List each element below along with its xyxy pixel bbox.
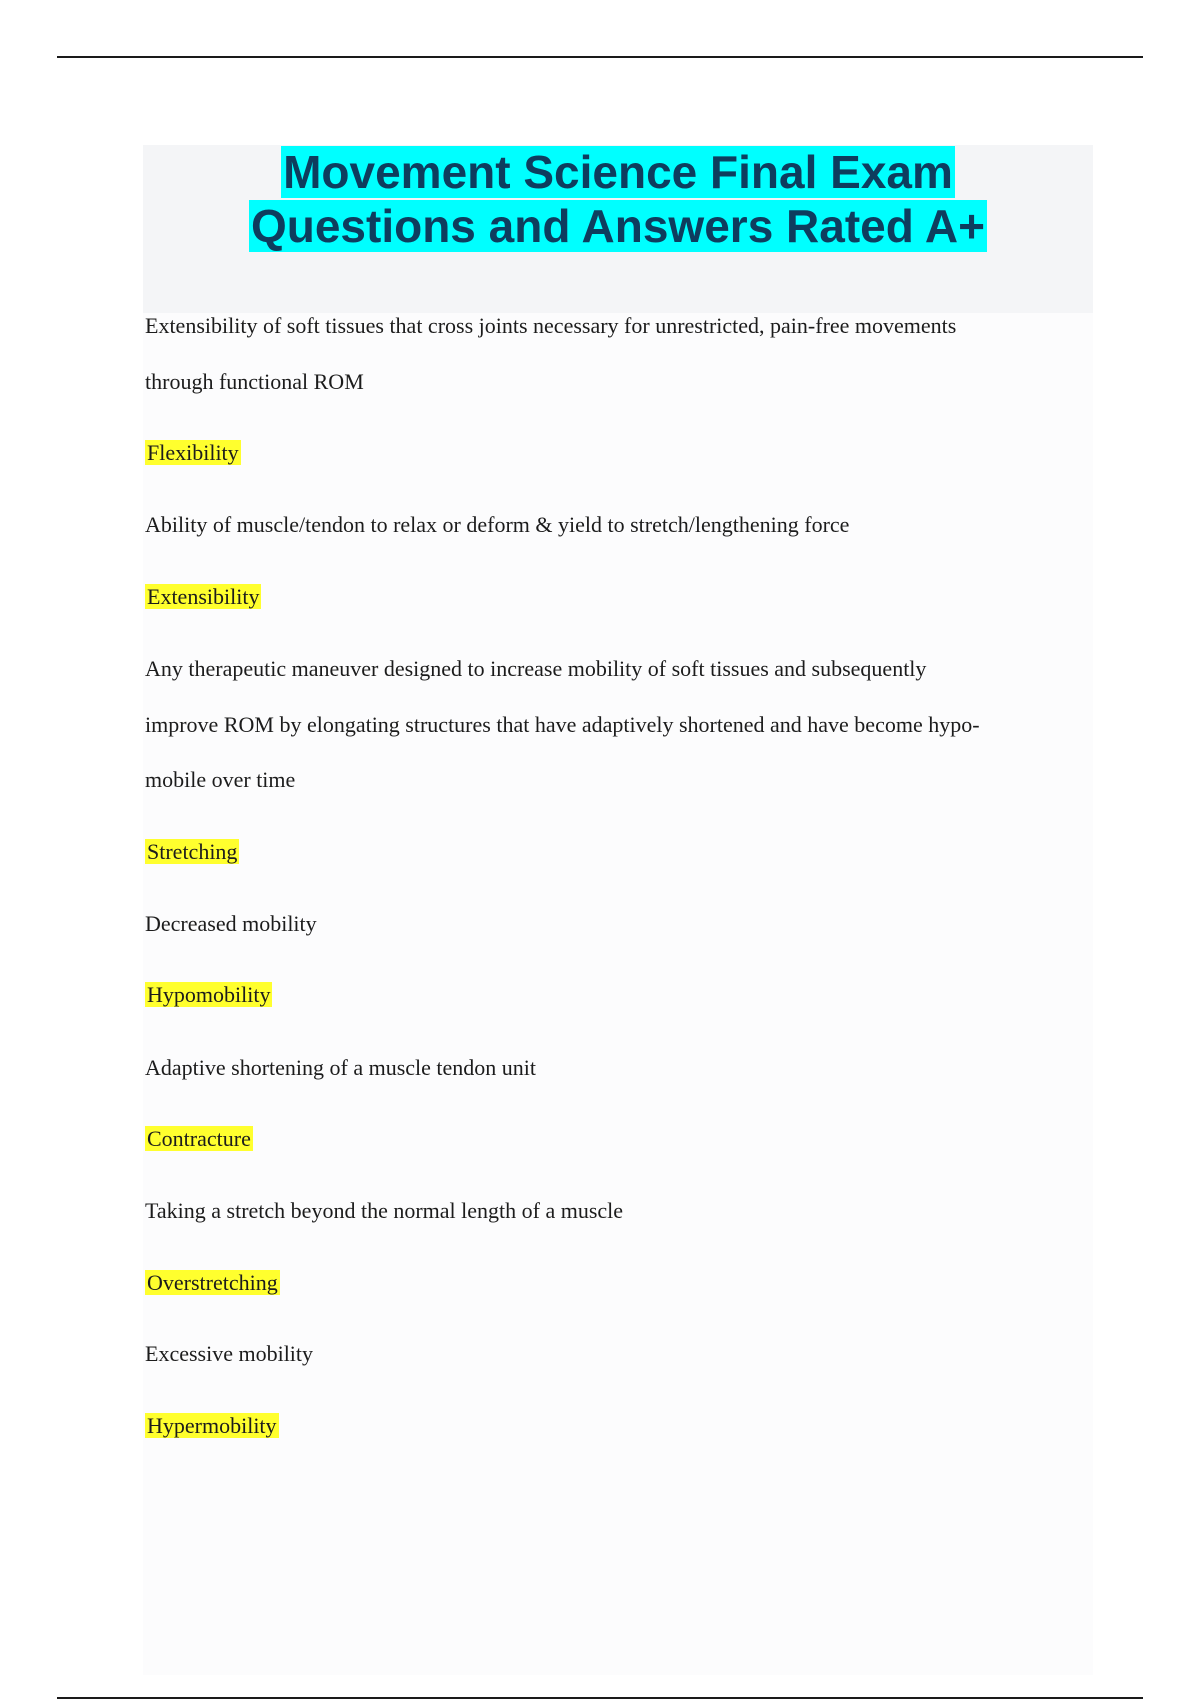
question-7-line-1: Excessive mobility xyxy=(145,1341,314,1366)
question-1-line-2: through functional ROM xyxy=(145,369,364,394)
title-line-2: Questions and Answers Rated A+ xyxy=(250,200,986,252)
question-5-line-1: Adaptive shortening of a muscle tendon unit xyxy=(145,1055,537,1080)
question-2-line-1: Ability of muscle/tendon to relax or deform & yield to stretch/lengthening force xyxy=(145,512,850,537)
answer-6: Overstretching xyxy=(147,1270,278,1295)
answer-2: Extensibility xyxy=(147,584,260,609)
title-block xyxy=(143,145,1093,313)
question-6-line-1: Taking a stretch beyond the normal length of a muscle xyxy=(145,1198,624,1223)
question-3-line-3: mobile over time xyxy=(145,767,296,792)
answer-4: Hypomobility xyxy=(147,982,271,1007)
question-3-line-2: improve ROM by elongating structures that have adaptively shortened and have become hypo- xyxy=(145,712,980,737)
question-4-line-1: Decreased mobility xyxy=(145,911,317,936)
answer-3: Stretching xyxy=(147,839,238,864)
answer-5: Contracture xyxy=(147,1126,251,1151)
answer-7: Hypermobility xyxy=(147,1413,277,1438)
question-3-line-1: Any therapeutic maneuver designed to increase mobility of soft tissues and subsequently xyxy=(145,656,927,681)
bottom-rule xyxy=(57,1697,1143,1699)
title-line-1: Movement Science Final Exam xyxy=(283,146,953,198)
question-1-line-1: Extensibility of soft tissues that cross joints necessary for unrestricted, pain-free movements xyxy=(145,313,957,338)
top-rule xyxy=(57,56,1143,58)
answer-1: Flexibility xyxy=(147,440,239,465)
